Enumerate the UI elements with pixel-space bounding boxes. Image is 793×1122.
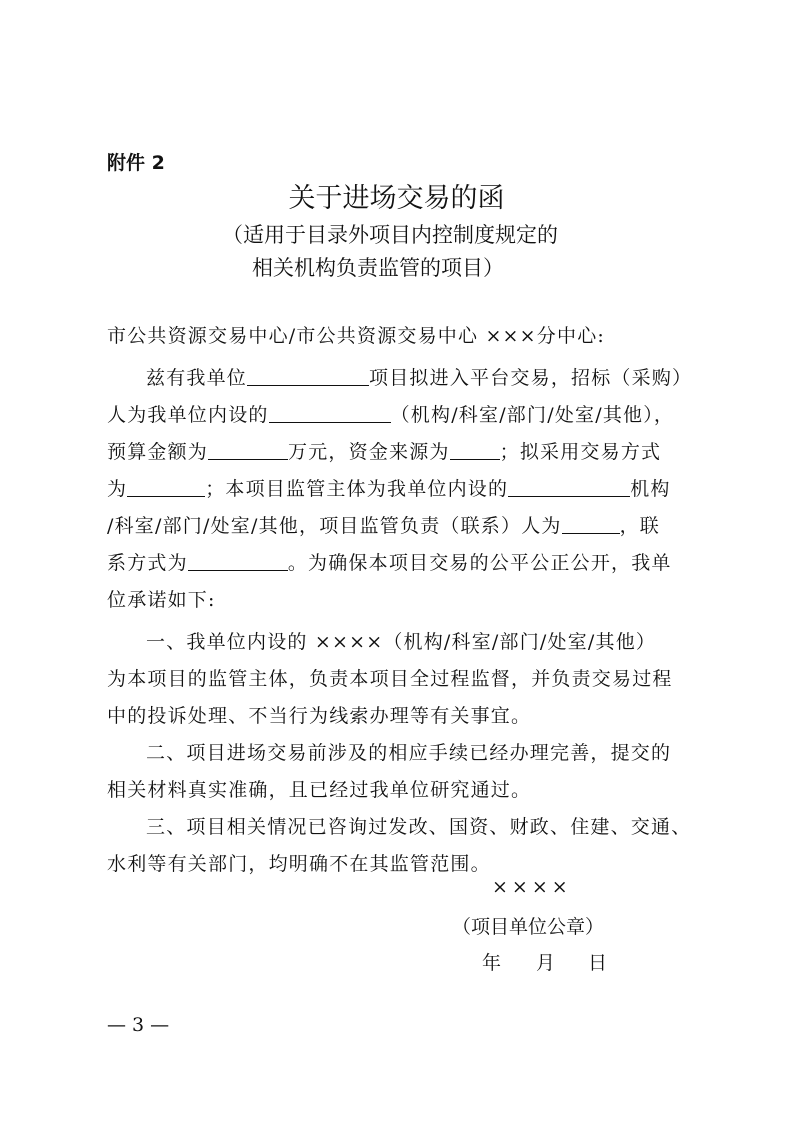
addressee: 市公共资源交易中心/市公共资源交易中心 ×××分中心:	[107, 325, 606, 347]
date-day: 日	[588, 952, 608, 974]
text: 预算金额为	[107, 441, 209, 463]
blank-fund-source[interactable]	[450, 441, 500, 460]
para1-line3	[107, 437, 661, 464]
text: 兹有我单位	[146, 367, 248, 389]
text: /科室/部门/处室/其他，项目监管负责（联系）人为	[107, 515, 562, 537]
date-year: 年	[482, 952, 502, 974]
para1-line4	[107, 474, 671, 501]
item2-line2: 相关材料真实准确，且已经过我单位研究通过。	[107, 779, 532, 801]
item3-line2: 水利等有关部门，均明确不在其监管范围。	[107, 853, 491, 875]
text: （机构/科室/部门/处室/其他），	[390, 404, 675, 426]
page-number: — 3 —	[107, 1014, 170, 1036]
subtitle-line-2: 相关机构负责监管的项目）	[252, 256, 504, 280]
text: 系方式为	[107, 552, 188, 574]
text: 机构	[630, 478, 671, 500]
text: 。为确保本项目交易的公平公正公开，我单	[287, 552, 672, 574]
blank-contact-person[interactable]	[562, 515, 620, 534]
item3-line1: 三、项目相关情况已咨询过发改、国资、财政、住建、交通、	[146, 816, 692, 838]
blank-trade-method[interactable]	[127, 478, 205, 497]
para1-line2	[107, 400, 674, 427]
text: 项目拟进入平台交易，招标（采购）	[369, 367, 693, 389]
item1-line3: 中的投诉处理、不当行为线索办理等有关事宜。	[107, 705, 532, 727]
blank-department[interactable]	[269, 404, 391, 423]
para1-line5	[107, 511, 660, 538]
blank-supervisor-unit[interactable]	[508, 478, 630, 497]
item1-line1: 一、我单位内设的 ××××（机构/科室/部门/处室/其他）	[146, 631, 657, 653]
text: 万元，资金来源为	[288, 441, 450, 463]
text: ，联	[619, 515, 661, 537]
blank-budget[interactable]	[208, 441, 288, 460]
document-title: 关于进场交易的函	[288, 183, 505, 214]
para1-line7: 位承诺如下:	[107, 589, 216, 611]
attachment-label: 附件 2	[107, 152, 165, 174]
text: ；拟采用交易方式	[499, 441, 662, 463]
para1-line6	[107, 548, 672, 575]
para1-line1	[146, 363, 692, 390]
date-month: 月	[536, 952, 556, 974]
signature-name: ××××	[492, 876, 572, 898]
text: ；本项目监管主体为我单位内设的	[205, 478, 509, 500]
blank-project-name[interactable]	[247, 367, 369, 386]
text: 为	[107, 478, 128, 500]
subtitle-line-1: （适用于目录外项目内控制度规定的	[222, 223, 558, 247]
seal-label: （项目单位公章）	[452, 916, 605, 938]
item2-line1: 二、项目进场交易前涉及的相应手续已经办理完善，提交的	[146, 742, 672, 764]
item1-line2: 为本项目的监管主体，负责本项目全过程监督，并负责交易过程	[107, 668, 673, 690]
text: 人为我单位内设的	[107, 404, 269, 426]
blank-contact-info[interactable]	[188, 552, 288, 571]
